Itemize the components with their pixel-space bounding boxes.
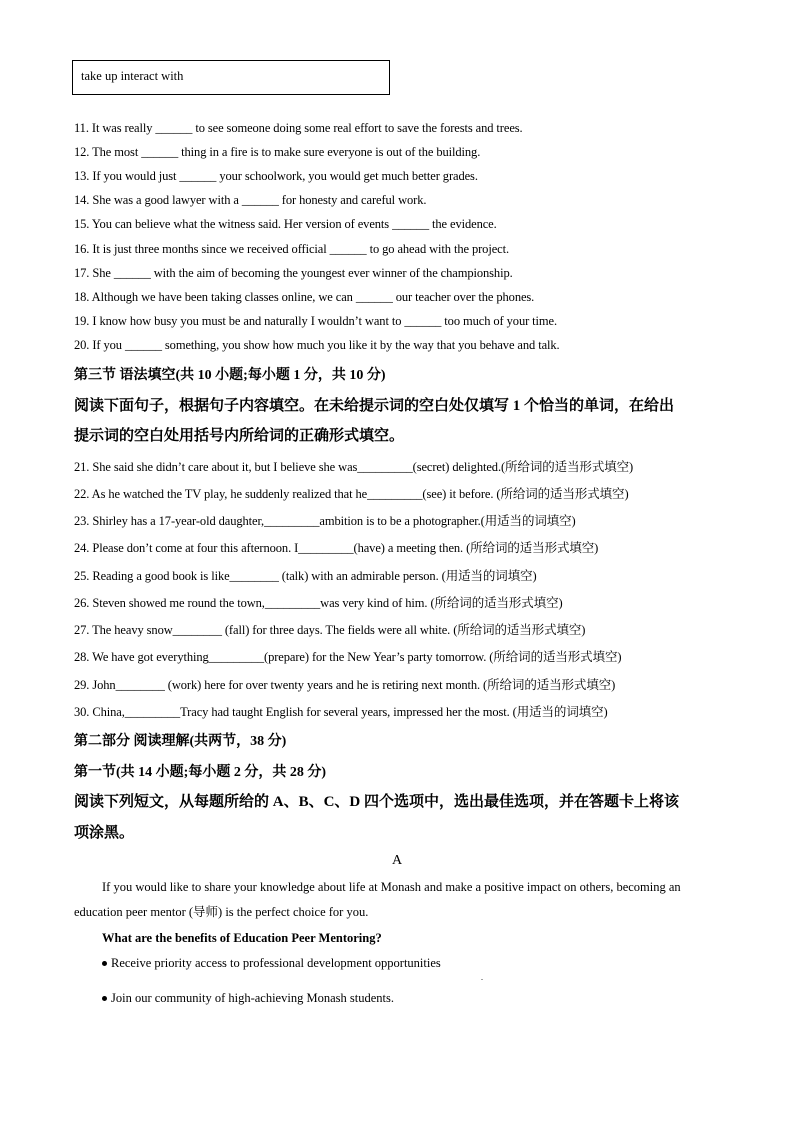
question-24: 24. Please don’t come at four this afternoon. I_________(have) a meeting then. (所给词的适当形式填空) (74, 541, 599, 555)
question-19: 19. I know how busy you must be and naturally I wouldn’t want to ______ too much of your time. (74, 314, 558, 328)
question-20: 20. If you ______ something, you show how much you like it by the way that you behave and talk. (74, 338, 560, 352)
question-21: 21. She said she didn’t care about it, but I believe she was_________(secret) delighted.(所给词的适当形式填空) (74, 460, 634, 474)
question-29: 29. John________ (work) here for over twenty years and he is retiring next month. (所给词的适当形式填空) (74, 678, 616, 692)
benefit-text: Join our community of high-achieving Monash students. (111, 991, 394, 1005)
stray-dot-mark: . (481, 973, 483, 982)
question-30: 30. China,_________Tracy had taught English for several years, impressed her the most. (用适当的词填空) (74, 705, 608, 719)
section3-instruction-line1: 阅读下面句子，根据句子内容填空。在未给提示词的空白处仅填写 1 个恰当的单词，在给出 (74, 398, 675, 414)
passage-intro: If you would like to share your knowledge about life at Monash and make a positive impact on others, becoming an education peer mentor (导师) is the perfect choice for you. (74, 880, 681, 919)
question-17: 17. She ______ with the aim of becoming the youngest ever winner of the championship. (74, 266, 513, 280)
part2-title: 第二部分 阅读理解(共两节，38 分) (74, 734, 287, 749)
question-22: 22. As he watched the TV play, he suddenly realized that he_________(see) it before. (所给词的适当形式填空) (74, 487, 629, 501)
question-28: 28. We have got everything_________(prepare) for the New Year’s party tomorrow. (所给词的适当形式填空) (74, 650, 622, 664)
passage-label: A (391, 853, 403, 868)
word-bank-box (72, 60, 390, 95)
benefit-item (102, 956, 441, 971)
question-18: 18. Although we have been taking classes online, we can ______ our teacher over the phones. (74, 290, 535, 304)
question-16: 16. It is just three months since we received official ______ to go ahead with the project. (74, 242, 509, 256)
section3-title: 第三节 语法填空(共 10 小题;每小题 1 分，共 10 分) (74, 368, 386, 383)
question-14: 14. She was a good lawyer with a ______ for honesty and careful work. (74, 193, 427, 207)
bullet-icon (102, 961, 107, 966)
question-15: 15. You can believe what the witness said. Her version of events ______ the evidence. (74, 217, 497, 231)
question-11: 11. It was really ______ to see someone doing some real effort to save the forests and trees. (74, 121, 523, 135)
question-27: 27. The heavy snow________ (fall) for three days. The fields were all white. (所给词的适当形式填空) (74, 623, 586, 637)
benefit-text: Receive priority access to professional development opportunities (111, 956, 441, 970)
question-26: 26. Steven showed me round the town,_________was very kind of him. (所给词的适当形式填空) (74, 596, 563, 610)
benefits-heading: What are the benefits of Education Peer Mentoring? (102, 931, 382, 945)
word-bank-text: take up interact with (81, 69, 184, 83)
section3-instruction-line2: 提示词的空白处用括号内所给词的正确形式填空。 (74, 428, 405, 444)
bullet-icon (102, 996, 107, 1001)
part2-section1-title: 第一节(共 14 小题;每小题 2 分，共 28 分) (74, 765, 326, 780)
part2-instruction-line2: 项涂黑。 (74, 825, 135, 841)
question-25: 25. Reading a good book is like________ (talk) with an admirable person. (用适当的词填空) (74, 569, 537, 583)
question-12: 12. The most ______ thing in a fire is to make sure everyone is out of the building. (74, 145, 481, 159)
question-13: 13. If you would just ______ your schoolwork, you would get much better grades. (74, 169, 478, 183)
benefit-item (102, 991, 394, 1006)
question-23: 23. Shirley has a 17-year-old daughter,_________ambition is to be a photographer.(用适当的词填空) (74, 514, 576, 528)
part2-instruction-line1: 阅读下列短文，从每题所给的 A、B、C、D 四个选项中，选出最佳选项，并在答题卡上将该 (74, 794, 680, 810)
